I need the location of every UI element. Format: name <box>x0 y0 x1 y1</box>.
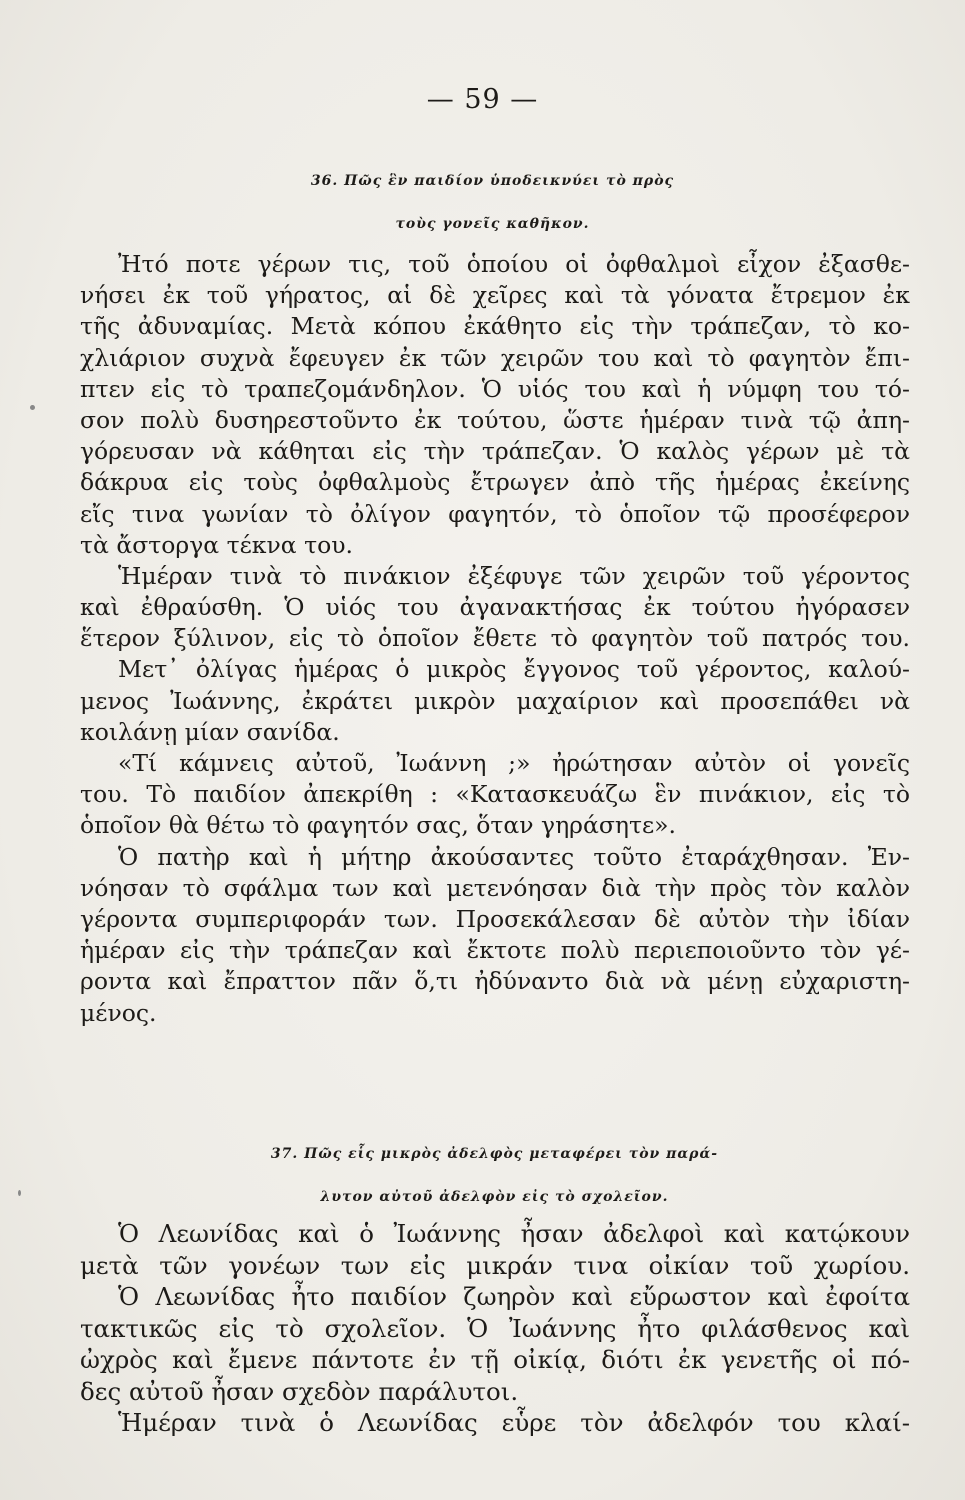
text-line: του. Τὸ παιδίον ἀπεκρίθη : «Κατασκευάζω ἓν πινάκιον, εἰς τὸ <box>80 780 910 809</box>
text-line: ὁποῖον θὰ θέτω τὸ φαγητόν σας, ὅταν γηράσητε». <box>80 811 677 840</box>
text-line: ὠχρὸς καὶ ἔμενε πάντοτε ἐν τῇ οἰκίᾳ, διότι ἐκ γενετῆς οἱ πό- <box>80 1345 910 1374</box>
print-speck <box>30 405 35 410</box>
text-line: τῆς ἀδυναμίας. Μετὰ κόπου ἐκάθητο εἰς τὴν τράπεζαν, τὸ κο- <box>80 312 910 341</box>
text-line: κοιλάνῃ μίαν σανίδα. <box>80 717 340 746</box>
text-line: πτεν εἰς τὸ τραπεζομάνδηλον. Ὁ υἱός του καὶ ἡ νύμφη του τό- <box>80 374 910 403</box>
text-line: καὶ ἐθραύσθη. Ὁ υἱός του ἀγανακτήσας ἐκ τούτου ἠγόρασεν <box>80 593 910 622</box>
text-line: εἴς τινα γωνίαν τὸ ὀλίγον φαγητόν, τὸ ὁποῖον τῷ προσέφερον <box>80 499 910 528</box>
section-36-title <box>10 160 965 246</box>
text-line: δες αὐτοῦ ἦσαν σχεδὸν παράλυτοι. <box>80 1376 519 1406</box>
text-line: τὰ ἄστοργα τέκνα του. <box>80 530 353 559</box>
text-line: τακτικῶς εἰς τὸ σχολεῖον. Ὁ Ἰωάννης ἦτο φιλάσθενος καὶ <box>80 1313 910 1343</box>
text-line: μένος. <box>80 998 157 1027</box>
text-line: μενος Ἰωάννης, ἐκράτει μικρὸν μαχαίριον καὶ προσεπάθει νὰ <box>80 686 910 715</box>
section-36-title-line: 36. Πῶς ἓν παιδίον ὑποδεικνύει τὸ πρὸς <box>310 173 675 189</box>
text-line: χλιάριον συχνὰ ἔφευγεν ἐκ τῶν χειρῶν του καὶ τὸ φαγητὸν ἔπι- <box>80 343 910 372</box>
text-line: Ὁ Λεωνίδας ἦτο παιδίον ζωηρὸν καὶ εὔρωστον καὶ ἐφοίτα <box>118 1282 910 1311</box>
text-line: γόρευσαν νὰ κάθηται εἰς τὴν τράπεζαν. Ὁ καλὸς γέρων μὲ τὰ <box>80 437 910 466</box>
section-37-body <box>80 1218 910 1439</box>
section-37-title-line: λυτον αὐτοῦ ἀδελφὸν εἰς τὸ σχολεῖον. <box>320 1189 669 1205</box>
text-line: σον πολὺ δυσηρεστοῦντο ἐκ τούτου, ὥστε ἡμέραν τινὰ τῷ ἀπη- <box>80 405 910 434</box>
text-line: Ὁ Λεωνίδας καὶ ὁ Ἰωάννης ἦσαν ἀδελφοὶ καὶ κατῴκουν <box>118 1219 910 1248</box>
text-line: μετὰ τῶν γονέων των εἰς μικράν τινα οἰκίαν τοῦ χωρίου. <box>80 1250 910 1280</box>
text-line: Ἠτό ποτε γέρων τις, τοῦ ὁποίου οἱ ὀφθαλμοὶ εἶχον ἐξασθε- <box>118 250 910 278</box>
text-line: Ἡμέραν τινὰ τὸ πινάκιον ἐξέφυγε τῶν χειρῶν τοῦ γέροντος <box>118 561 910 590</box>
text-line: «Τί κάμνεις αὐτοῦ, Ἰωάννη ;» ἠρώτησαν αὐτὸν οἱ γονεῖς <box>118 749 910 777</box>
page-number: — 59 — <box>426 84 539 115</box>
section-37-title-line: 37. Πῶς εἷς μικρὸς ἀδελφὸς μεταφέρει τὸν παρά- <box>270 1146 719 1162</box>
text-line: Ἡμέραν τινὰ ὁ Λεωνίδας εὗρε τὸν ἀδελφόν του κλαί- <box>118 1408 910 1437</box>
section-37-title <box>12 1133 965 1219</box>
text-line: ἕτερον ξύλινον, εἰς τὸ ὁποῖον ἔθετε τὸ φαγητὸν τοῦ πατρός του. <box>80 624 910 653</box>
text-line: ἡμέραν εἰς τὴν τράπεζαν καὶ ἔκτοτε πολὺ περιεποιοῦντο τὸν γέ- <box>80 936 910 965</box>
text-line: ροντα καὶ ἔπραττον πᾶν ὅ,τι ἠδύναντο διὰ νὰ μένῃ εὐχαριστη- <box>80 967 910 996</box>
print-speck <box>18 1190 21 1196</box>
section-36-body <box>80 249 910 1029</box>
section-36-title-line: τοὺς γονεῖς καθῆκον. <box>395 216 590 232</box>
text-line: νόησαν τὸ σφάλμα των καὶ μετενόησαν διὰ τὴν πρὸς τὸν καλὸν <box>80 873 910 902</box>
text-line: δάκρυα εἰς τοὺς ὀφθαλμοὺς ἔτρωγεν ἀπὸ τῆς ἡμέρας ἐκείνης <box>80 468 910 497</box>
text-line: Ὁ πατὴρ καὶ ἡ μήτηρ ἀκούσαντες τοῦτο ἐταράχθησαν. Ἐν- <box>118 842 910 871</box>
text-line: Μετ᾽ ὀλίγας ἡμέρας ὁ μικρὸς ἔγγονος τοῦ γέροντος, καλού- <box>118 655 910 684</box>
text-line: γέροντα συμπεριφοράν των. Προσεκάλεσαν δὲ αὐτὸν τὴν ἰδίαν <box>80 904 910 933</box>
text-line: νήσει ἐκ τοῦ γήρατος, αἱ δὲ χεῖρες καὶ τὰ γόνατα ἔτρεμον ἐκ <box>80 281 910 310</box>
